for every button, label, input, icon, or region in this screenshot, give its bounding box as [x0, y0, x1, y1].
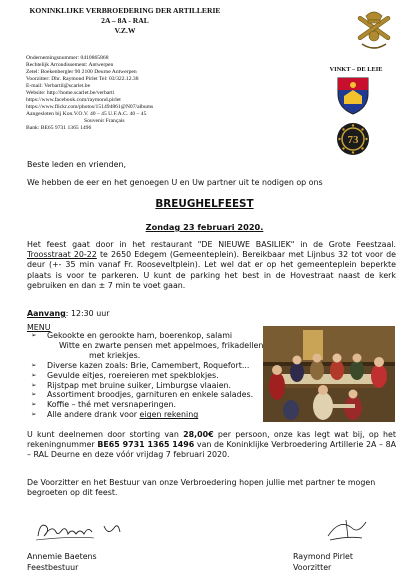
signatory-right-role: Voorzitter	[293, 562, 332, 572]
arrow-bullet-icon: ➢	[31, 400, 37, 409]
intro-text: We hebben de eer en het genoegen U en Uw partner uit te nodigen op ons	[27, 178, 323, 187]
parking-text: Let wel dat er op het gemeenteplein beperkte plaats is voor te parkeren. U kunt de parking het best in de Hovestraat naast de kerk gebruiken en dan ± 7 min te voet gaan.	[27, 260, 396, 290]
info-line: Bank: BE65 9731 1365 1496	[26, 124, 92, 131]
arrow-bullet-icon: ➢	[31, 390, 37, 399]
org-subtitle: 2A – 8A - RAL	[101, 16, 149, 25]
vinkt-label: VINKT – DE LEIE	[329, 66, 383, 73]
info-line: Voorzitter: Dhr. Raymond Pirlet Tel: 03/322.12.38	[26, 75, 139, 82]
arrow-bullet-icon: ➢	[31, 380, 37, 389]
payment-paragraph: U kunt deelnemen door storting van 28,00€ per persoon, onze kas legt wat bij, op het rekeningnummer BE65 9731 1365 1496 van de Koninklijke Verbroedering Artillerie 2A – 8A – RAL Deurne en deze vóór vrijdag 7 februari 2020.	[27, 430, 396, 460]
info-line: https://www.flickr.com/photos/151494861@N07/albums	[26, 103, 154, 110]
list-item: ➢ Gekookte en gerookte ham, boerenkop, salami Witte en zwarte pensen met appelmoes, frikadellen met kriekjes.	[31, 331, 264, 360]
payment-amount: 28,00€	[183, 430, 214, 439]
list-item: ➢ Alle andere drank voor eigen rekening	[31, 410, 199, 420]
signatory-left	[27, 552, 97, 573]
list-item: ➢ Gevulde eitjes, roereieren met spekblokjes.	[31, 370, 219, 380]
info-line: Souvenir Français	[84, 117, 125, 124]
org-title: KONINKLIJKE VERBROEDERING DER ARTILLERIE	[29, 6, 221, 15]
list-item: ➢ Koffie – thé met versnaperingen.	[31, 400, 177, 410]
arrow-bullet-icon: ➢	[31, 410, 37, 419]
event-title: BREUGHELFEEST	[155, 198, 254, 210]
start-time	[27, 309, 109, 318]
signatory-left-role: Feestbestuur	[27, 562, 79, 572]
menu-list	[27, 331, 267, 420]
bank-account: BE65 9731 1365 1496	[97, 440, 195, 450]
event-date: Zondag 23 februari 2020.	[145, 222, 264, 232]
signatory-right-name: Raymond Pirlet	[293, 552, 354, 561]
info-line: E-mail: Verbartil@scarlet.be	[26, 82, 91, 89]
menu-label: MENU	[27, 323, 51, 332]
crossed-cannons-crest-icon	[352, 6, 396, 50]
org-abbreviation: V.Z.W	[114, 26, 136, 35]
info-line: Aangesloten bij Kon.V.O.V. 40 – 45 U.F.A.C. 40 – 45	[26, 110, 147, 117]
list-item: ➢ Diverse kazen zoals: Brie, Camembert, Roquefort...	[31, 360, 250, 370]
org-info-block	[26, 55, 276, 131]
info-line: Rechtelijk Arrondissement: Antwerpen	[26, 61, 114, 68]
signature-left-image	[34, 516, 134, 544]
vinkt-shield-icon	[336, 76, 370, 116]
list-item: ➢ Assortiment broodjes, garnituren en enkele salades.	[31, 390, 254, 400]
arrow-bullet-icon: ➢	[31, 331, 37, 339]
badge-number: 73	[347, 134, 359, 146]
location-text: Het feest gaat door in het restaurant "DE NIEUWE BASILIEK" in de Grote Feestzaal.	[27, 240, 396, 249]
location-street: Troosstraat 20-22	[27, 250, 97, 260]
info-line: Ondernemingsnummer: 0410865868	[26, 55, 109, 61]
greeting: Beste leden en vrienden,	[27, 160, 126, 169]
arrow-bullet-icon: ➢	[31, 370, 37, 379]
transport-text: Bereikbaar met Lijnbus 32 tot voor de deur (+- 35 min vanaf Fr. Rooseveltplein).	[27, 250, 396, 270]
info-line: Website: http://home.scarlet.be/verbarti	[26, 89, 115, 96]
signature-right-image	[322, 514, 372, 544]
breughel-painting-image	[263, 326, 395, 422]
location-paragraph	[27, 240, 396, 291]
closing-paragraph: De Voorzitter en het Bestuur van onze Verbroedering hopen jullie met partner te mogen begroeten op dit feest.	[27, 478, 376, 498]
signatory-right	[293, 552, 353, 573]
start-label: Aanvang	[27, 309, 66, 318]
signatory-left-name: Annemie Baetens	[27, 552, 97, 561]
info-line: https://www.facebook.com/raymond.pirlet	[26, 96, 121, 103]
start-value: : 12:30 uur	[65, 309, 110, 318]
info-line: Zetel: Boekenbergler 90 2100 Deurne Antwerpen	[26, 68, 137, 75]
list-item: ➢ Rijstpap met bruine suiker, Limburgse vlaaien.	[31, 380, 232, 390]
arrow-bullet-icon: ➢	[31, 360, 37, 369]
badge-73-icon	[336, 122, 370, 156]
location-text-end: te 2650 Edegem (Gemeenteplein).	[96, 250, 240, 260]
